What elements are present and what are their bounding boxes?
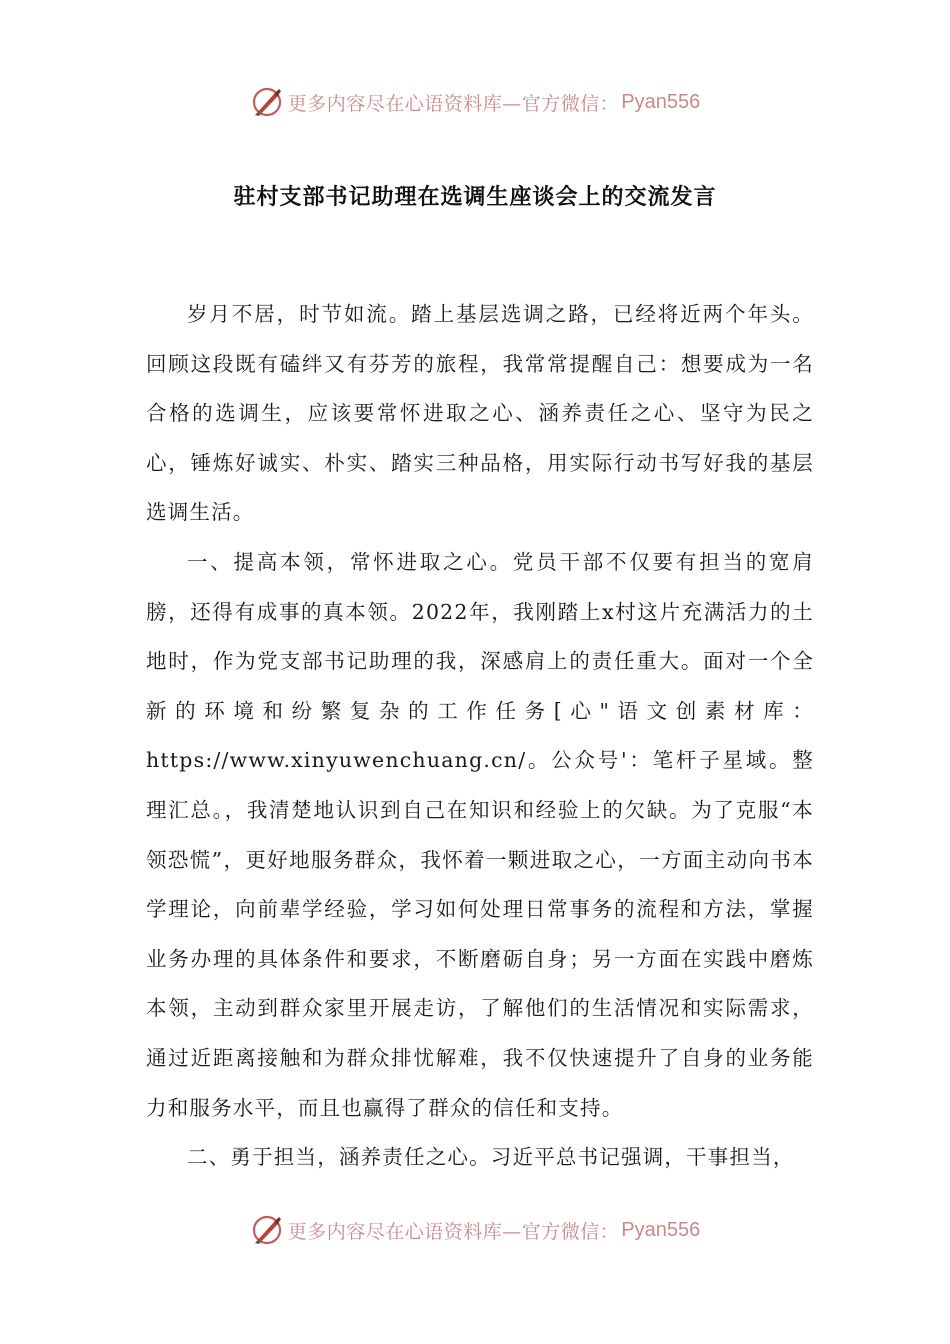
watermark-text: 更多内容尽在心语资料库—官方微信： (287, 92, 620, 115)
watermark-footer (0, 1210, 950, 1250)
pen-logo-icon (250, 85, 284, 119)
watermark-header (0, 82, 950, 122)
document-title: 驻村支部书记助理在选调生座谈会上的交流发言 (233, 184, 717, 210)
watermark-wechat-id: Pyan556 (621, 90, 701, 113)
paragraph-section-1: 一、提高本领，常怀进取之心。党员干部不仅要有担当的宽肩膀，还得有成事的真本领。2022年，我刚踏上x村这片充满活力的土地时，作为党支部书记助理的我，深感肩上的责任重大。面对一个全新的环境和纷繁复杂的工作任务[心"语文创素材库：https://www.xinyuwenchuang.cn/。公众号'：笔杆子星域。整理汇总。，我清楚地认识到自己在知识和经验上的欠缺。为了克服“本领恐慌”，更好地服务群众，我怀着一颗进取之心，一方面主动向书本学理论，向前辈学经验，学习如何处理日常事务的流程和方法，掌握业务办理的具体条件和要求，不断磨砺自身；另一方面在实践中磨炼本领，主动到群众家里开展走访，了解他们的生活情况和实际需求，通过近距离接触和为群众排忧解难，我不仅快速提升了自身的业务能力和服务水平，而且也赢得了群众的信任和支持。 (146, 549, 814, 1120)
pen-logo-icon (250, 1213, 284, 1247)
watermark-wechat-id: Pyan556 (621, 1218, 701, 1241)
document-body (146, 290, 814, 1183)
paragraph-section-2: 二、勇于担当，涵养责任之心。习近平总书记强调，干事担当， (187, 1145, 795, 1170)
paragraph-intro: 岁月不居，时节如流。踏上基层选调之路，已经将近两个年头。回顾这段既有磕绊又有芬芳的旅程，我常常提醒自己：想要成为一名合格的选调生，应该要常怀进取之心、涵养责任之心、坚守为民之心，锤炼好诚实、朴实、踏实三种品格，用实际行动书写好我的基层选调生活。 (146, 302, 814, 525)
watermark-text: 更多内容尽在心语资料库—官方微信： (287, 1220, 620, 1243)
